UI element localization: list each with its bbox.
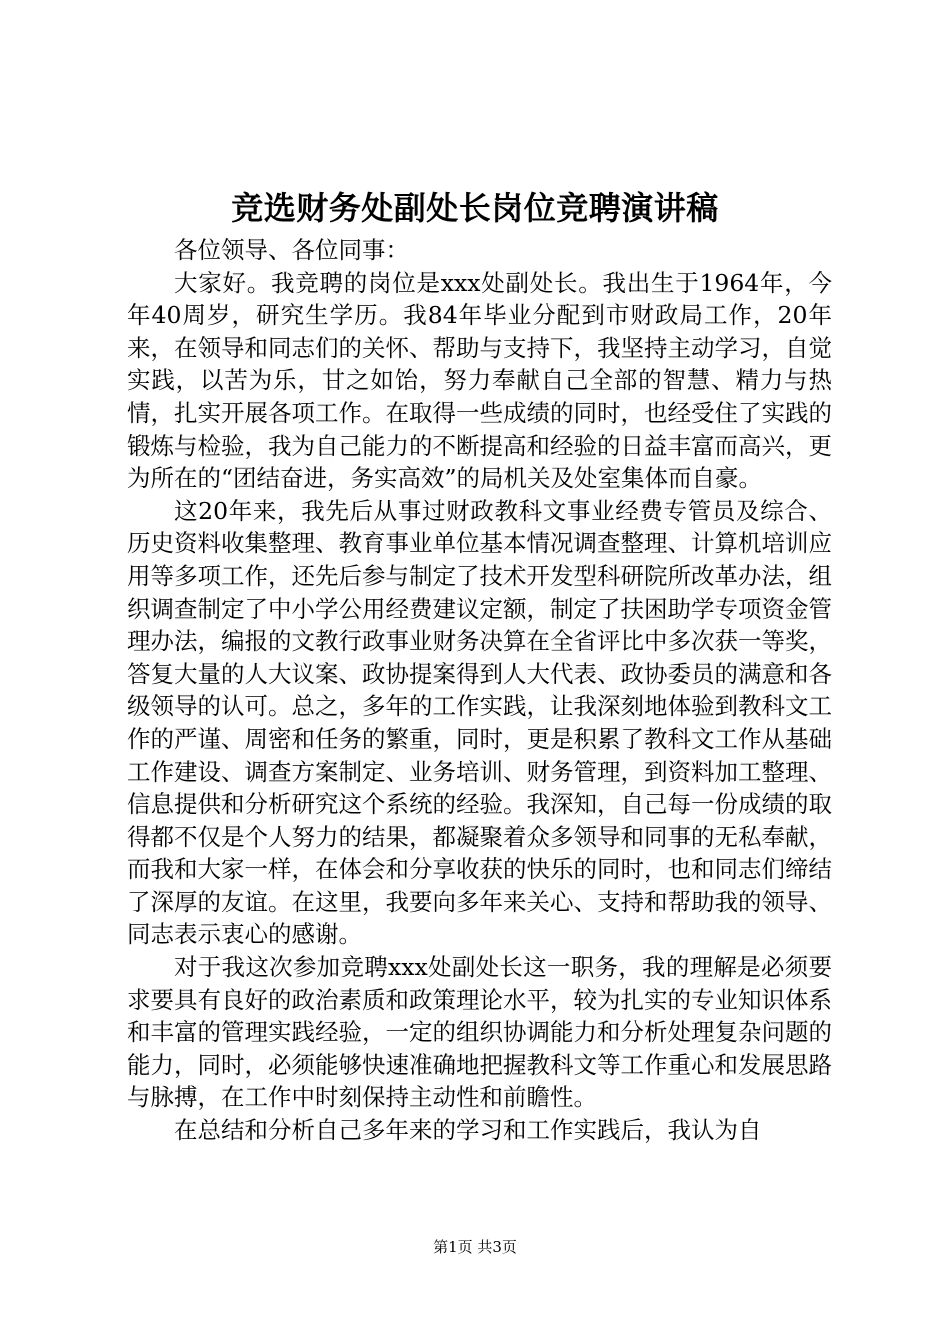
body-paragraph: 这20年来，我先后从事过财政教科文事业经费专管员及综合、历史资料收集整理、教育事业单位基本情况调查整理、计算机培训应用等多项工作，还先后参与制定了技术开发型科研院所改革办法，组织调查制定了中小学公用经费建议定额，制定了扶困助学专项资金管理办法，编报的文教行政事业财务决算在全省评比中多次获一等奖，答复大量的人大议案、政协提案得到人大代表、政协委员的满意和各级领导的认可。总之，多年的工作实践，让我深刻地体验到教科文工作的严谨、周密和任务的繁重，同时，更是积累了教科文工作从基础工作建设、调查方案制定、业务培训、财务管理，到资料加工整理、信息提供和分析研究这个系统的经验。我深知，自己每一份成绩的取得都不仅是个人努力的结果，都凝聚着众多领导和同事的无私奉献，而我和大家一样，在体会和分享收获的快乐的同时，也和同志们缔结了深厚的友谊。在这里，我要向多年来关心、支持和帮助我的领导、同志表示衷心的感谢。 (127, 496, 832, 949)
salutation-paragraph: 各位领导、各位同事： (174, 236, 409, 264)
body-paragraph: 大家好。我竞聘的岗位是xxx处副处长。我出生于1964年，今年40周岁，研究生学历。我84年毕业分配到市财政局工作，20年来，在领导和同志们的关怀、帮助与支持下，我坚持主动学习，自觉实践，以苦为乐，甘之如饴，努力奉献自己全部的智慧、精力与热情，扎实开展各项工作。在取得一些成绩的同时，也经受住了实践的锻炼与检验，我为自己能力的不断提高和经验的日益丰富而高兴，更为所在的“团结奋进，务实高效”的局机关及处室集体而自豪。 (127, 268, 832, 493)
document-body (127, 234, 832, 1147)
body-paragraph: 在总结和分析自己多年来的学习和工作实践后，我认为自 (174, 1116, 762, 1145)
page-footer: 第1页 共3页 (433, 1238, 517, 1256)
document-title: 竞选财务处副处长岗位竞聘演讲稿 (231, 189, 719, 227)
body-paragraph: 对于我这次参加竞聘xxx处副处长这一职务，我的理解是必须要求要具有良好的政治素质和政策理论水平，较为扎实的专业知识体系和丰富的管理实践经验，一定的组织协调能力和分析处理复杂问题的能力，同时，必须能够快速准确地把握教科文等工作重心和发展思路与脉搏，在工作中时刻保持主动性和前瞻性。 (127, 953, 832, 1112)
